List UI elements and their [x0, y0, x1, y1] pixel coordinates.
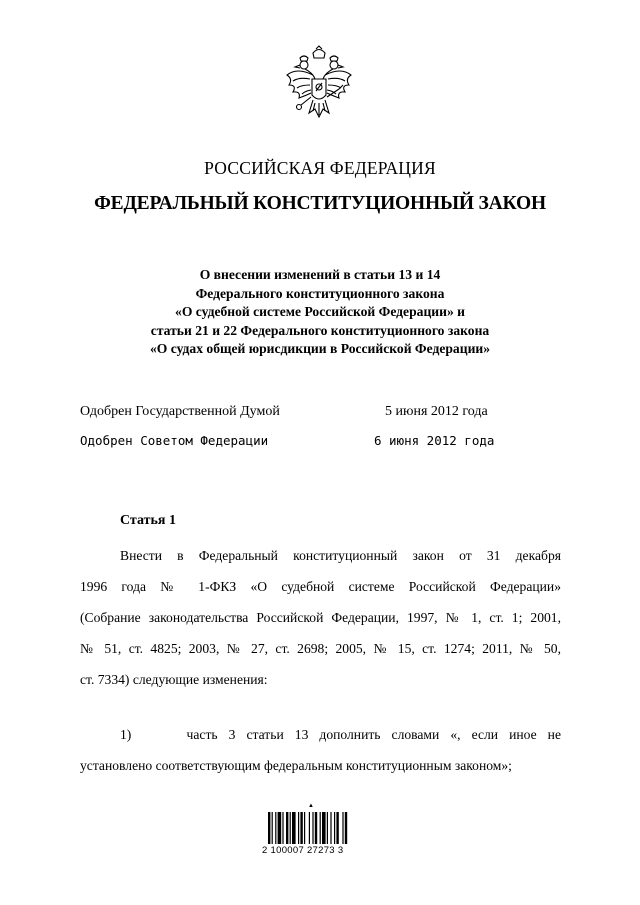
item-line: установлено соответствующим федеральным конституционным законом»; [80, 758, 512, 773]
council-approval-label: Одобрен Советом Федерации [80, 433, 269, 448]
barcode-bar [342, 812, 343, 844]
duma-approval-date: 5 июня 2012 года [385, 404, 488, 419]
barcode-bar [300, 812, 302, 844]
barcode-bar [275, 812, 276, 844]
article-item-1 [80, 719, 561, 781]
barcode-bar [327, 812, 328, 844]
country-title: РОССИЙСКАЯ ФЕДЕРАЦИЯ [204, 158, 436, 178]
barcode-bar [278, 812, 282, 844]
barcode-bar [320, 812, 321, 844]
barcode-bar [292, 812, 296, 844]
article-paragraph [80, 540, 561, 695]
paragraph-line: № 51, ст. 4825; 2003, № 27, ст. 2698; 2005, № 15, ст. 1274; 2011, № 50, [80, 641, 561, 656]
council-approval-date: 6 июня 2012 года [374, 433, 495, 448]
barcode-bar [272, 812, 273, 844]
barcode-bar [282, 812, 283, 844]
duma-approval-label: Одобрен Государственной Думой [80, 404, 280, 419]
barcode-bar [309, 812, 310, 844]
barcode-bar [298, 812, 299, 844]
barcode-bar [336, 812, 338, 844]
paragraph-line: (Собрание законодательства Российской Федерации, 1997, № 1, ст. 1; 2001, [80, 610, 561, 625]
barcode-bar [268, 812, 270, 844]
barcode-bar [315, 812, 317, 844]
law-title-line: «О судах общей юрисдикции в Российской Федерации» [149, 341, 491, 356]
paragraph-line: ст. 7334) следующие изменения: [80, 672, 268, 687]
barcode-bar [312, 812, 313, 844]
barcode-bar [304, 812, 305, 844]
law-title [0, 266, 640, 359]
coat-of-arms-icon [283, 45, 355, 127]
barcode-bar [290, 812, 291, 844]
article-heading: Статья 1 [120, 513, 176, 528]
barcode-number: 2 100007 27273 3 [262, 845, 344, 856]
barcode-bar [286, 812, 288, 844]
law-title-line: статьи 21 и 22 Федерального конституционного закона [150, 322, 490, 338]
barcode-bar [345, 812, 347, 844]
barcode-bar [322, 812, 326, 844]
law-type-heading: ФЕДЕРАЛЬНЫЙ КОНСТИТУЦИОННЫЙ ЗАКОН [94, 193, 546, 214]
paragraph-line: 1996 года № 1-ФКЗ «О судебной системе Российской Федерации» [80, 579, 561, 594]
item-line: 1) часть 3 статьи 13 дополнить словами «, если иное не [120, 727, 561, 742]
law-title-line: «О судебной системе Российской Федерации» и [175, 304, 465, 319]
barcode [268, 812, 378, 846]
barcode-bar [334, 812, 335, 844]
barcode-bar [330, 812, 331, 844]
law-title-line: Федерального конституционного закона [195, 285, 445, 301]
barcode-mark-icon: ▲ [308, 803, 314, 809]
law-title-line: О внесении изменений в статьи 13 и 14 [199, 267, 441, 282]
paragraph-line: Внести в Федеральный конституционный закон от 31 декабря [120, 548, 561, 563]
